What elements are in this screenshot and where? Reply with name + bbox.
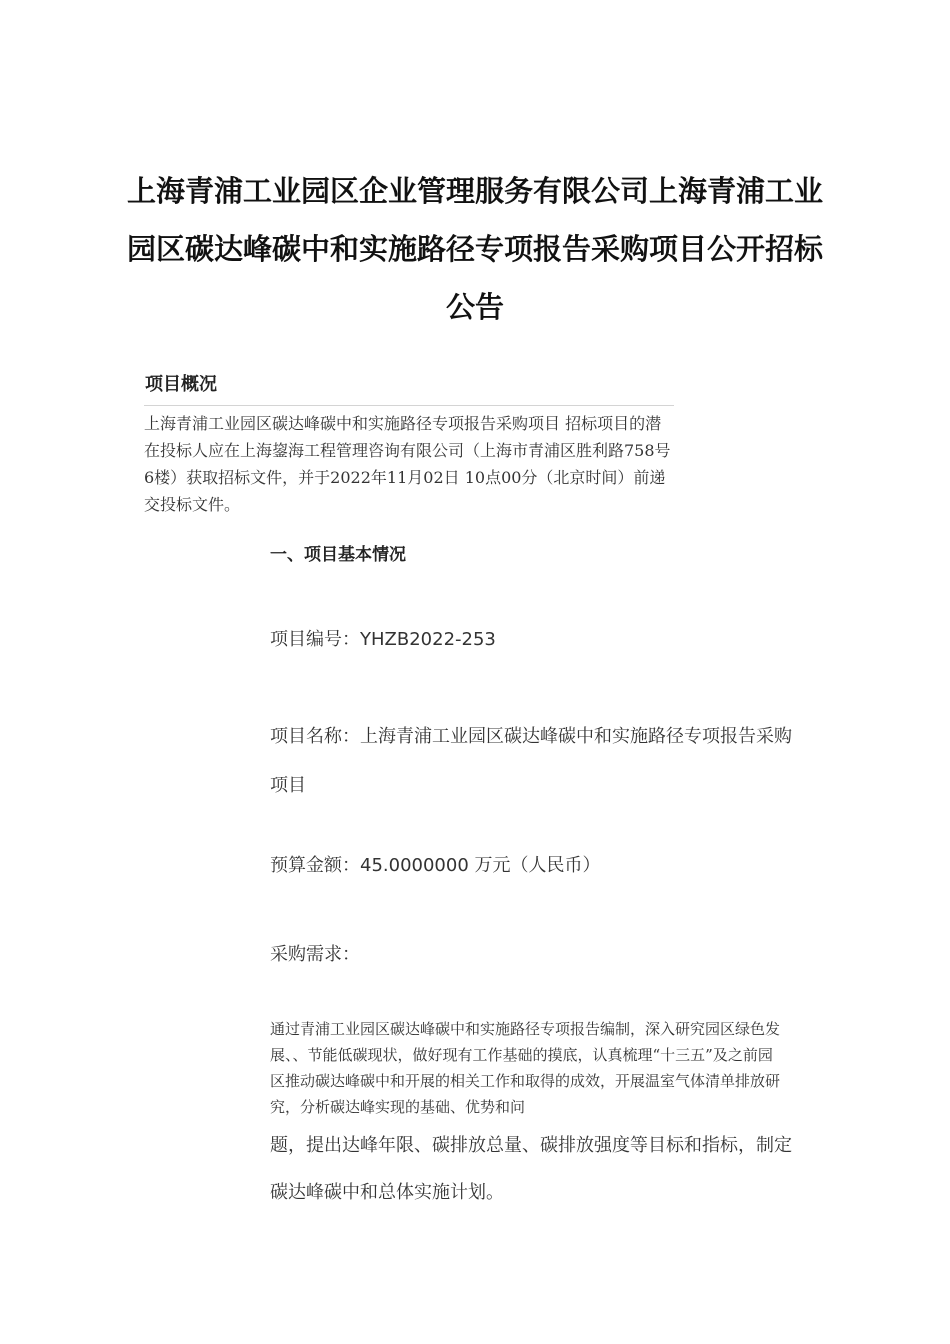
overview-text: 上海青浦工业园区碳达峰碳中和实施路径专项报告采购项目 招标项目的潜在投标人应在上海鋆海工程管理咨询有限公司（上海市青浦区胜利路758号6楼）获取招标文件，并于2022年11月02日 10点00分（北京时间）前递交投标文件。 [144, 405, 674, 518]
basic-info-heading: 一、项目基本情况 [270, 545, 406, 565]
procurement-need-label: 采购需求： [270, 944, 360, 965]
procurement-need-text: 通过青浦工业园区碳达峰碳中和实施路径专项报告编制，深入研究园区绿色发展、、节能低碳现状，做好现有工作基础的摸底，认真梳理“十三五”及之前园区推动碳达峰碳中和开展的相关工作和取得的成效，开展温室气体清单排放研究，分析碳达峰实现的基础、优势和问 [270, 1020, 781, 1116]
page-title: 上海青浦工业园区企业管理服务有限公司上海青浦工业园区碳达峰碳中和实施路径专项报告采购项目公开招标公告 [126, 174, 823, 324]
overview-heading: 项目概况 [145, 374, 217, 395]
budget-amount: 预算金额：45.0000000 万元（人民币） [270, 855, 601, 876]
project-name: 项目名称：上海青浦工业园区碳达峰碳中和实施路径专项报告采购项目 [270, 726, 792, 796]
project-number: 项目编号：YHZB2022-253 [270, 629, 496, 650]
procurement-need-text-end: 题，提出达峰年限、碳排放总量、碳排放强度等目标和指标，制定碳达峰碳中和总体实施计划。 [270, 1135, 792, 1203]
